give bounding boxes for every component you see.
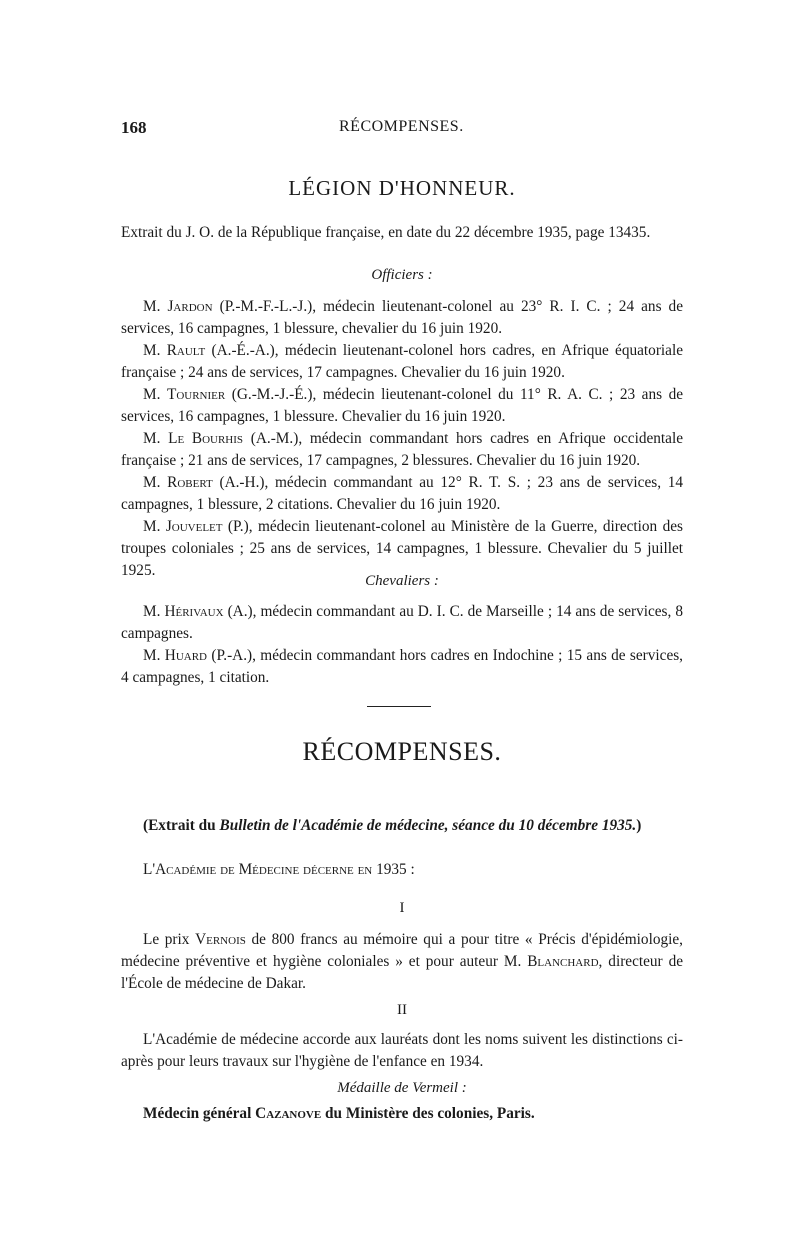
prize-name: Vernois	[195, 931, 246, 948]
officer-name: Robert	[167, 474, 213, 491]
bulletin-extract: (Extrait du Bulletin de l'Académie de médecine, séance du 10 décembre 1935.)	[143, 817, 642, 834]
medal-recipient: Médecin général Cazanove du Ministère des colonies, Paris.	[143, 1105, 535, 1122]
list-item: M. Jardon (P.-M.-F.-L.-J.), médecin lieutenant-colonel au 23° R. I. C. ; 24 ans de services, 16 campagnes, 1 blessure, chevalier du 16 juin 1920.	[121, 298, 684, 337]
knight-name: Huard	[164, 647, 207, 664]
section-numeral-1: I	[399, 900, 405, 916]
distinctions-paragraph: L'Académie de médecine accorde aux lauréats dont les noms suivent les distinctions ci-après pour leurs travaux sur l'hygiène de l'enfance en 1934.	[121, 1031, 683, 1070]
officer-name: Jardon	[167, 298, 213, 315]
officer-name: Jouvelet	[165, 518, 223, 535]
officers-list	[121, 296, 683, 582]
journal-title: Bulletin de l'Académie de médecine, séance du 10 décembre 1935.	[219, 817, 637, 834]
list-item: M. Rault (A.-É.-A.), médecin lieutenant-colonel hors cadres, en Afrique équatoriale française ; 24 ans de services, 17 campagnes. Chevalier du 16 juin 1920.	[121, 342, 683, 381]
list-item: M. Robert (A.-H.), médecin commandant au 12° R. T. S. ; 23 ans de services, 14 campagnes, 1 blessure, 2 citations. Chevalier du 16 juin 1920.	[121, 474, 684, 513]
academy-decerne: L'Académie de Médecine décerne en 1935 :	[143, 861, 415, 878]
legion-intro: Extrait du J. O. de la République française, en date du 22 décembre 1935, page 13435.	[121, 224, 651, 241]
officer-name: Le Bourhis	[168, 430, 244, 447]
list-item: M. Tournier (G.-M.-J.-É.), médecin lieutenant-colonel du 11° R. A. C. ; 23 ans de services, 16 campagnes, 1 blessure. Chevalier du 16 juin 1920.	[121, 386, 684, 425]
list-item: M. Jouvelet (P.), médecin lieutenant-colonel au Ministère de la Guerre, direction des troupes coloniales ; 25 ans de services, 14 campagnes, 1 blessure. Chevalier du 5 juillet 1925.	[121, 518, 683, 579]
recompenses-title: RÉCOMPENSES.	[302, 737, 502, 766]
page-number: 168	[121, 118, 147, 137]
prize-author: Blanchard	[527, 953, 599, 970]
officer-name: Tournier	[166, 386, 226, 403]
recipient-name: Cazanove	[255, 1105, 322, 1122]
knights-heading: Chevaliers :	[365, 573, 439, 589]
knight-name: Hérivaux	[164, 603, 224, 620]
legion-title: LÉGION D'HONNEUR.	[288, 176, 516, 200]
list-item: M. Le Bourhis (A.-M.), médecin commandant hors cadres en Afrique occidentale française ; 21 ans de services, 17 campagnes, 2 blessures. Chevalier du 16 juin 1920.	[121, 430, 684, 469]
section-numeral-2: II	[397, 1002, 407, 1018]
knights-list	[121, 601, 683, 689]
section-divider	[367, 706, 431, 707]
vernois-prize-paragraph: Le prix Vernois de 800 francs au mémoire qui a pour titre « Précis d'épidémiologie, médecine préventive et hygiène coloniales » et pour auteur M. Blanchard, directeur de l'École de médecine de Dakar.	[121, 931, 684, 992]
running-header	[121, 118, 681, 140]
officer-name: Rault	[166, 342, 206, 359]
list-item: M. Huard (P.-A.), médecin commandant hors cadres en Indochine ; 15 ans de services, 4 campagnes, 1 citation.	[121, 647, 684, 686]
medal-heading: Médaille de Vermeil :	[337, 1080, 467, 1096]
list-item: M. Hérivaux (A.), médecin commandant au D. I. C. de Marseille ; 14 ans de services, 8 campagnes.	[121, 603, 683, 642]
running-title: RÉCOMPENSES.	[339, 118, 464, 135]
officers-heading: Officiers :	[371, 267, 433, 283]
